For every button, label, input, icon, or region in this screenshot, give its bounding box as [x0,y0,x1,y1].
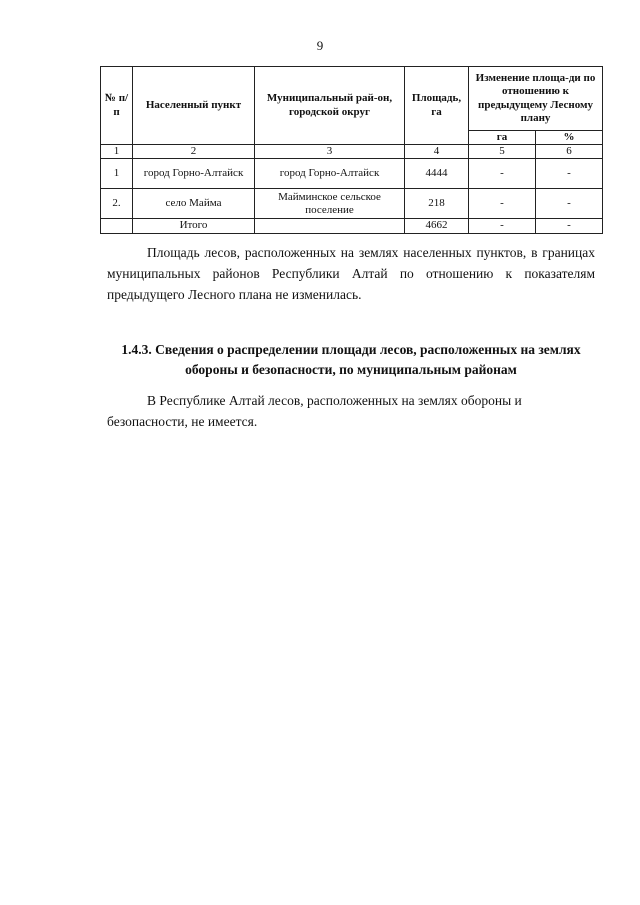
index-cell: 6 [536,145,603,159]
table-row [101,189,603,219]
header-change-pct: % [536,131,603,145]
row-change-ha: - [469,189,536,219]
row-change-pct: - [536,189,603,219]
row-district: Майминское сельское поселение [255,189,405,219]
paragraph-settlements: Площадь лесов, расположенных на землях населенных пунктов, в границах муниципальных районов Республики Алтай по отношению к показателям предыдущего Лесного плана не изменилась. [107,245,595,302]
settlements-forest-area-table [100,66,603,234]
header-num: № п/п [101,67,133,145]
row-district: город Горно-Алтайск [255,159,405,189]
index-cell: 1 [101,145,133,159]
index-cell: 3 [255,145,405,159]
total-num [101,219,133,233]
table-total-row [101,219,603,233]
header-district: Муниципальный рай-он, городской округ [255,67,405,145]
row-area: 4444 [405,159,469,189]
row-change-ha: - [469,159,536,189]
index-cell: 4 [405,145,469,159]
index-cell: 2 [133,145,255,159]
total-area: 4662 [405,219,469,233]
total-district [255,219,405,233]
header-area: Площадь, га [405,67,469,145]
row-settlement: село Майма [133,189,255,219]
total-change-ha: - [469,219,536,233]
section-heading: 1.4.3. Сведения о распределении площади лесов, расположенных на землях обороны и безопасности, по муниципальным районам [121,342,581,377]
paragraph-defense: В Республике Алтай лесов, расположенных на землях обороны и безопасности, не имеется. [107,393,522,429]
row-area: 218 [405,189,469,219]
header-change: Изменение площа-ди по отношению к предыдущему Лесному плану [469,67,603,131]
header-settlement: Населенный пункт [133,67,255,145]
total-label: Итого [133,219,255,233]
total-change-pct: - [536,219,603,233]
header-change-ha: га [469,131,536,145]
row-num: 1 [101,159,133,189]
index-cell: 5 [469,145,536,159]
table-index-row [101,145,603,159]
table-row [101,159,603,189]
table-header-row [101,67,603,131]
row-num: 2. [101,189,133,219]
row-change-pct: - [536,159,603,189]
page-number: 9 [316,38,324,53]
row-settlement: город Горно-Алтайск [133,159,255,189]
